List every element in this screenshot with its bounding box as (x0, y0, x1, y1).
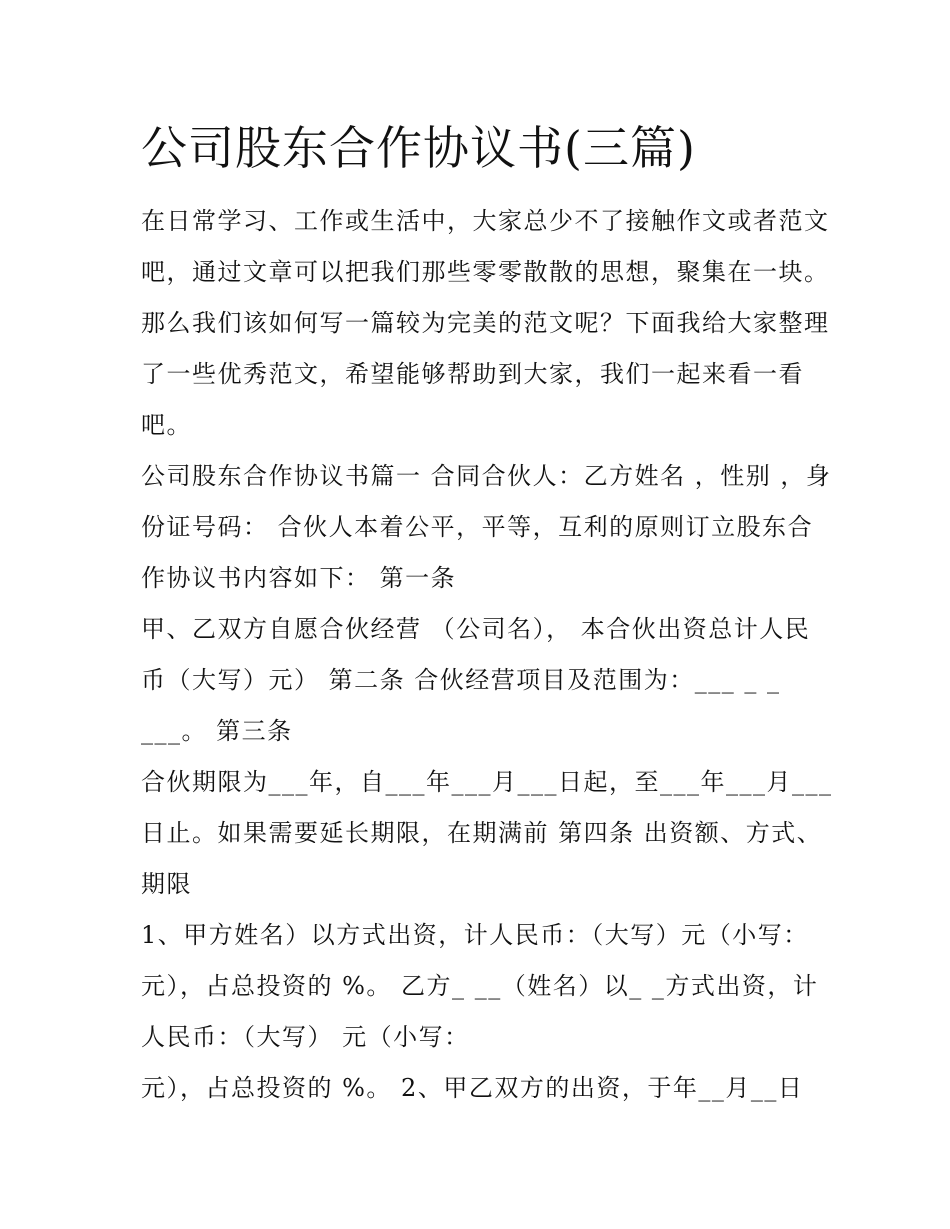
body-line: 了一些优秀范文，希望能够帮助到大家，我们一起来看一看 (141, 360, 804, 388)
body-line: 合伙期限为___年，自___年___月___日起，至___年___月___ (141, 768, 833, 796)
body-line: 吧，通过文章可以把我们那些零零散散的思想，聚集在一块。 (141, 258, 830, 286)
body-line: ___。 第三条 (141, 717, 293, 745)
document-body (141, 196, 833, 1114)
body-line: 那么我们该如何写一篇较为完美的范文呢？下面我给大家整理 (141, 309, 830, 337)
body-line: 日止。如果需要延长期限，在期满前 第四条 出资额、方式、 (141, 819, 823, 847)
body-line: 币（大写）元） 第二条 合伙经营项目及范围为：___ _ _ (141, 666, 781, 694)
document-title: 公司股东合作协议书(三篇) (141, 121, 696, 175)
body-line: 吧。 (141, 411, 192, 439)
body-line: 元），占总投资的 %。 乙方_ __（姓名）以_ _方式出资，计 (141, 972, 819, 1000)
body-line: 份证号码： 合伙人本着公平，平等，互利的原则订立股东合 (141, 513, 814, 541)
body-line: 公司股东合作协议书篇一 合同合伙人：乙方姓名 ，性别 ，身 (141, 462, 832, 490)
body-line: 作协议书内容如下： 第一条 (141, 564, 457, 592)
body-line: 元），占总投资的 %。 2、甲乙双方的出资，于年__月__日 (141, 1074, 804, 1102)
body-line: 在日常学习、工作或生活中，大家总少不了接触作文或者范文 (141, 207, 830, 235)
body-line: 人民币：（大写） 元（小写： (141, 1023, 470, 1051)
body-line: 甲、乙双方自愿合伙经营 （公司名）， 本合伙出资总计人民 (141, 615, 811, 643)
body-line: 期限 (141, 870, 192, 898)
body-line: 1、甲方姓名）以方式出资，计人民币：（大写）元（小写： (141, 921, 809, 949)
